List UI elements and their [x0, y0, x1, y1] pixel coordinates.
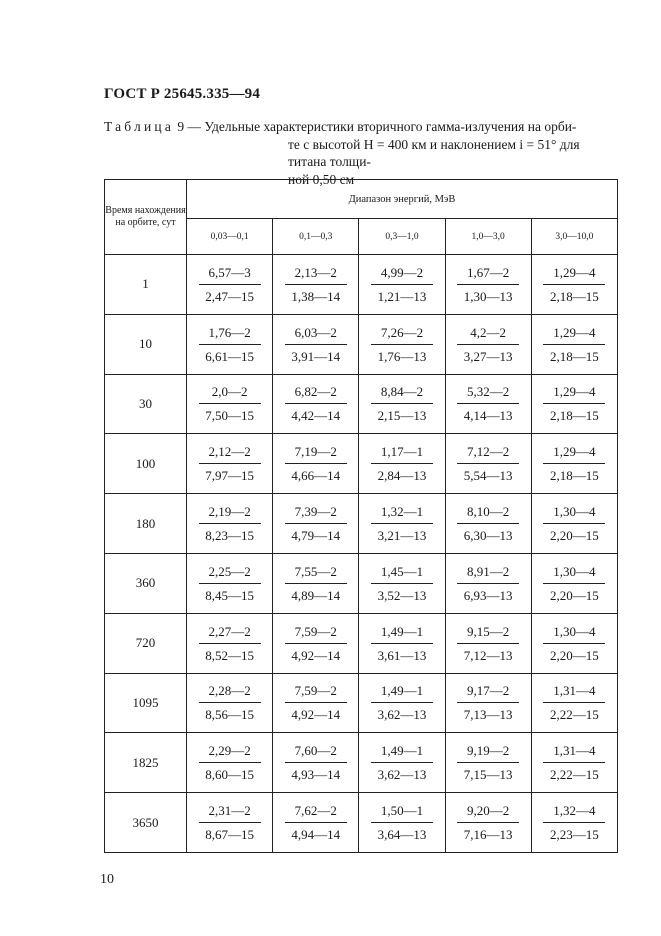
- fraction: [457, 681, 519, 724]
- table-row: [105, 733, 618, 793]
- energy-range-col-header: 1,0—3,0: [445, 219, 531, 255]
- fraction: [457, 741, 519, 784]
- fraction: [457, 382, 519, 425]
- fraction: [457, 323, 519, 366]
- fraction-numerator: 7,12—2: [457, 442, 519, 464]
- value-cell: [273, 793, 359, 853]
- fraction-denominator: 3,62—13: [377, 767, 427, 783]
- fraction-denominator: 2,23—15: [550, 827, 599, 843]
- fraction: [199, 801, 261, 844]
- fraction-denominator: 4,14—13: [463, 408, 513, 424]
- fraction-denominator: 6,61—15: [205, 348, 254, 364]
- fraction-denominator: 4,92—14: [291, 647, 341, 663]
- value-cell: [359, 434, 445, 494]
- fraction: [543, 382, 605, 425]
- value-cell: [445, 374, 531, 434]
- fraction-numerator: 1,31—4: [543, 681, 605, 703]
- fraction-denominator: 3,64—13: [377, 827, 427, 843]
- value-cell: [359, 793, 445, 853]
- table-row: [105, 553, 618, 613]
- value-cell: [445, 673, 531, 733]
- fraction-denominator: 4,94—14: [291, 827, 341, 843]
- fraction-numerator: 7,19—2: [285, 442, 347, 464]
- value-cell: [445, 793, 531, 853]
- value-cell: [359, 255, 445, 315]
- fraction-numerator: 2,31—2: [199, 801, 261, 823]
- fraction-denominator: 2,20—15: [550, 528, 599, 544]
- value-cell: [359, 494, 445, 554]
- data-table: [104, 179, 618, 853]
- fraction-denominator: 2,22—15: [550, 707, 599, 723]
- value-cell: [359, 673, 445, 733]
- fraction-numerator: 6,57—3: [199, 263, 261, 285]
- fraction-denominator: 6,30—13: [463, 528, 513, 544]
- fraction-numerator: 7,59—2: [285, 681, 347, 703]
- fraction: [371, 263, 433, 306]
- value-cell: [531, 434, 617, 494]
- fraction-denominator: 7,50—15: [205, 408, 254, 424]
- fraction-numerator: 2,28—2: [199, 681, 261, 703]
- fraction-denominator: 3,91—14: [291, 348, 341, 364]
- fraction-numerator: 7,62—2: [285, 801, 347, 823]
- time-cell: 3650: [105, 793, 187, 853]
- fraction-numerator: 9,15—2: [457, 622, 519, 644]
- fraction-numerator: 1,32—4: [543, 801, 605, 823]
- value-cell: [273, 434, 359, 494]
- time-cell: 180: [105, 494, 187, 554]
- fraction-denominator: 2,47—15: [205, 288, 254, 304]
- fraction-denominator: 7,12—13: [463, 647, 513, 663]
- value-cell: [273, 733, 359, 793]
- fraction-denominator: 2,18—15: [550, 408, 599, 424]
- fraction-numerator: 9,19—2: [457, 741, 519, 763]
- value-cell: [273, 494, 359, 554]
- fraction: [371, 382, 433, 425]
- value-cell: [531, 553, 617, 613]
- fraction-numerator: 2,12—2: [199, 442, 261, 464]
- value-cell: [445, 255, 531, 315]
- fraction-denominator: 3,52—13: [377, 587, 427, 603]
- value-cell: [531, 374, 617, 434]
- fraction-numerator: 1,76—2: [199, 323, 261, 345]
- fraction: [543, 741, 605, 784]
- fraction: [457, 801, 519, 844]
- fraction: [371, 741, 433, 784]
- fraction: [285, 382, 347, 425]
- fraction: [199, 502, 261, 545]
- fraction-numerator: 1,29—4: [543, 323, 605, 345]
- caption-line-2: те с высотой H = 400 км и наклонением i = 51° для титана толщи-: [288, 136, 580, 169]
- value-cell: [187, 494, 273, 554]
- fraction-numerator: 8,91—2: [457, 562, 519, 584]
- fraction-denominator: 2,18—15: [550, 468, 599, 484]
- value-cell: [531, 733, 617, 793]
- table-row: [105, 374, 618, 434]
- fraction: [285, 442, 347, 485]
- value-cell: [187, 314, 273, 374]
- fraction: [371, 323, 433, 366]
- fraction: [285, 502, 347, 545]
- value-cell: [273, 314, 359, 374]
- fraction-denominator: 4,89—14: [291, 587, 341, 603]
- fraction: [285, 622, 347, 665]
- fraction-denominator: 4,42—14: [291, 408, 341, 424]
- fraction-numerator: 1,49—1: [371, 681, 433, 703]
- value-cell: [187, 733, 273, 793]
- fraction-numerator: 4,99—2: [371, 263, 433, 285]
- caption-label: Таблица: [104, 119, 175, 134]
- fraction-denominator: 8,45—15: [205, 587, 254, 603]
- fraction-numerator: 2,29—2: [199, 741, 261, 763]
- fraction-denominator: 2,15—13: [377, 408, 427, 424]
- time-cell: 30: [105, 374, 187, 434]
- time-cell: 360: [105, 553, 187, 613]
- fraction: [457, 562, 519, 605]
- fraction: [543, 801, 605, 844]
- value-cell: [273, 374, 359, 434]
- fraction-numerator: 1,30—4: [543, 562, 605, 584]
- fraction-numerator: 9,20—2: [457, 801, 519, 823]
- fraction: [543, 681, 605, 724]
- fraction-denominator: 2,18—15: [550, 348, 599, 364]
- fraction-numerator: 8,84—2: [371, 382, 433, 404]
- fraction-denominator: 3,21—13: [377, 528, 427, 544]
- value-cell: [359, 733, 445, 793]
- value-cell: [187, 793, 273, 853]
- fraction-numerator: 7,59—2: [285, 622, 347, 644]
- fraction-denominator: 3,27—13: [463, 348, 513, 364]
- fraction: [371, 442, 433, 485]
- caption-line-1: [104, 118, 618, 136]
- fraction: [457, 442, 519, 485]
- time-cell: 1095: [105, 673, 187, 733]
- fraction-numerator: 2,0—2: [199, 382, 261, 404]
- fraction-denominator: 7,97—15: [205, 468, 254, 484]
- fraction: [543, 622, 605, 665]
- fraction-numerator: 5,32—2: [457, 382, 519, 404]
- fraction: [285, 323, 347, 366]
- fraction-denominator: 3,62—13: [377, 707, 427, 723]
- fraction-denominator: 8,23—15: [205, 528, 254, 544]
- fraction-denominator: 1,30—13: [463, 288, 513, 304]
- fraction-numerator: 1,31—4: [543, 741, 605, 763]
- energy-range-col-header: 3,0—10,0: [531, 219, 617, 255]
- value-cell: [531, 673, 617, 733]
- value-cell: [187, 673, 273, 733]
- fraction: [199, 562, 261, 605]
- fraction: [371, 681, 433, 724]
- fraction-numerator: 2,25—2: [199, 562, 261, 584]
- value-cell: [445, 314, 531, 374]
- value-cell: [531, 494, 617, 554]
- fraction-denominator: 6,93—13: [463, 587, 513, 603]
- fraction: [285, 801, 347, 844]
- energy-range-col-header: 0,3—1,0: [359, 219, 445, 255]
- value-cell: [445, 553, 531, 613]
- fraction-numerator: 1,17—1: [371, 442, 433, 464]
- fraction-denominator: 8,52—15: [205, 647, 254, 663]
- value-cell: [531, 613, 617, 673]
- table-row: [105, 434, 618, 494]
- energy-range-header: Диапазон энергий, МэВ: [187, 180, 618, 219]
- value-cell: [273, 673, 359, 733]
- time-cell: 1825: [105, 733, 187, 793]
- value-cell: [359, 613, 445, 673]
- fraction: [371, 622, 433, 665]
- fraction: [285, 562, 347, 605]
- fraction-denominator: 4,93—14: [291, 767, 341, 783]
- fraction-numerator: 1,30—4: [543, 502, 605, 524]
- value-cell: [445, 733, 531, 793]
- fraction: [457, 263, 519, 306]
- fraction-numerator: 1,30—4: [543, 622, 605, 644]
- fraction-denominator: 8,67—15: [205, 827, 254, 843]
- fraction-denominator: 4,92—14: [291, 707, 341, 723]
- table-row: [105, 494, 618, 554]
- fraction: [199, 323, 261, 366]
- fraction-numerator: 7,26—2: [371, 323, 433, 345]
- fraction: [371, 562, 433, 605]
- fraction-denominator: 1,38—14: [291, 288, 341, 304]
- fraction-numerator: 1,49—1: [371, 741, 433, 763]
- fraction-denominator: 4,66—14: [291, 468, 341, 484]
- fraction-numerator: 1,29—4: [543, 442, 605, 464]
- standard-title: ГОСТ Р 25645.335—94: [104, 86, 261, 102]
- fraction: [285, 681, 347, 724]
- fraction-numerator: 2,19—2: [199, 502, 261, 524]
- value-cell: [359, 553, 445, 613]
- fraction: [457, 622, 519, 665]
- table-row: [105, 793, 618, 853]
- fraction-denominator: 7,16—13: [463, 827, 513, 843]
- fraction: [199, 622, 261, 665]
- fraction-numerator: 1,67—2: [457, 263, 519, 285]
- fraction-numerator: 1,49—1: [371, 622, 433, 644]
- fraction: [371, 502, 433, 545]
- fraction-numerator: 8,10—2: [457, 502, 519, 524]
- value-cell: [359, 374, 445, 434]
- fraction-numerator: 1,29—4: [543, 382, 605, 404]
- value-cell: [359, 314, 445, 374]
- fraction-denominator: 3,61—13: [377, 647, 427, 663]
- fraction-numerator: 6,82—2: [285, 382, 347, 404]
- fraction: [543, 502, 605, 545]
- value-cell: [273, 613, 359, 673]
- caption-text: 9 — Удельные характеристики вторичного гамма-излучения на орби-: [174, 119, 577, 134]
- fraction: [199, 382, 261, 425]
- table-row: [105, 314, 618, 374]
- fraction-denominator: 2,22—15: [550, 767, 599, 783]
- time-column-header: Время нахождения на орбите, сут: [105, 180, 187, 255]
- value-cell: [445, 494, 531, 554]
- fraction: [543, 562, 605, 605]
- table-row: [105, 255, 618, 315]
- table-body: [105, 255, 618, 853]
- fraction-numerator: 1,50—1: [371, 801, 433, 823]
- fraction-numerator: 2,13—2: [285, 263, 347, 285]
- fraction: [371, 801, 433, 844]
- fraction: [199, 263, 261, 306]
- caption-line-3: ной 0,50 см: [288, 171, 355, 187]
- fraction: [199, 741, 261, 784]
- fraction-numerator: 7,55—2: [285, 562, 347, 584]
- fraction: [543, 323, 605, 366]
- fraction-numerator: 1,29—4: [543, 263, 605, 285]
- value-cell: [187, 255, 273, 315]
- energy-range-col-header: 0,03—0,1: [187, 219, 273, 255]
- fraction-denominator: 8,56—15: [205, 707, 254, 723]
- fraction-denominator: 8,60—15: [205, 767, 254, 783]
- table-row: [105, 673, 618, 733]
- fraction-numerator: 6,03—2: [285, 323, 347, 345]
- fraction: [543, 263, 605, 306]
- fraction-denominator: 7,15—13: [463, 767, 513, 783]
- energy-range-col-header: 0,1—0,3: [273, 219, 359, 255]
- time-cell: 10: [105, 314, 187, 374]
- time-cell: 1: [105, 255, 187, 315]
- fraction: [285, 741, 347, 784]
- value-cell: [187, 553, 273, 613]
- fraction-denominator: 4,79—14: [291, 528, 341, 544]
- value-cell: [531, 255, 617, 315]
- fraction: [457, 502, 519, 545]
- fraction-numerator: 9,17—2: [457, 681, 519, 703]
- value-cell: [187, 613, 273, 673]
- fraction-numerator: 1,32—1: [371, 502, 433, 524]
- page-number: 10: [100, 872, 114, 887]
- time-cell: 720: [105, 613, 187, 673]
- fraction-numerator: 7,39—2: [285, 502, 347, 524]
- value-cell: [273, 553, 359, 613]
- fraction-denominator: 2,20—15: [550, 647, 599, 663]
- fraction-denominator: 2,20—15: [550, 587, 599, 603]
- fraction-numerator: 7,60—2: [285, 741, 347, 763]
- fraction: [199, 442, 261, 485]
- table-row: [105, 613, 618, 673]
- time-cell: 100: [105, 434, 187, 494]
- fraction-numerator: 1,45—1: [371, 562, 433, 584]
- fraction-denominator: 7,13—13: [463, 707, 513, 723]
- fraction-denominator: 2,84—13: [377, 468, 427, 484]
- value-cell: [531, 314, 617, 374]
- fraction-numerator: 4,2—2: [457, 323, 519, 345]
- fraction-numerator: 2,27—2: [199, 622, 261, 644]
- value-cell: [187, 374, 273, 434]
- fraction: [285, 263, 347, 306]
- fraction: [543, 442, 605, 485]
- fraction-denominator: 1,21—13: [377, 288, 427, 304]
- table-caption: [104, 118, 618, 188]
- fraction-denominator: 1,76—13: [377, 348, 427, 364]
- fraction-denominator: 2,18—15: [550, 288, 599, 304]
- value-cell: [273, 255, 359, 315]
- value-cell: [445, 434, 531, 494]
- value-cell: [531, 793, 617, 853]
- value-cell: [445, 613, 531, 673]
- fraction: [199, 681, 261, 724]
- fraction-denominator: 5,54—13: [463, 468, 513, 484]
- value-cell: [187, 434, 273, 494]
